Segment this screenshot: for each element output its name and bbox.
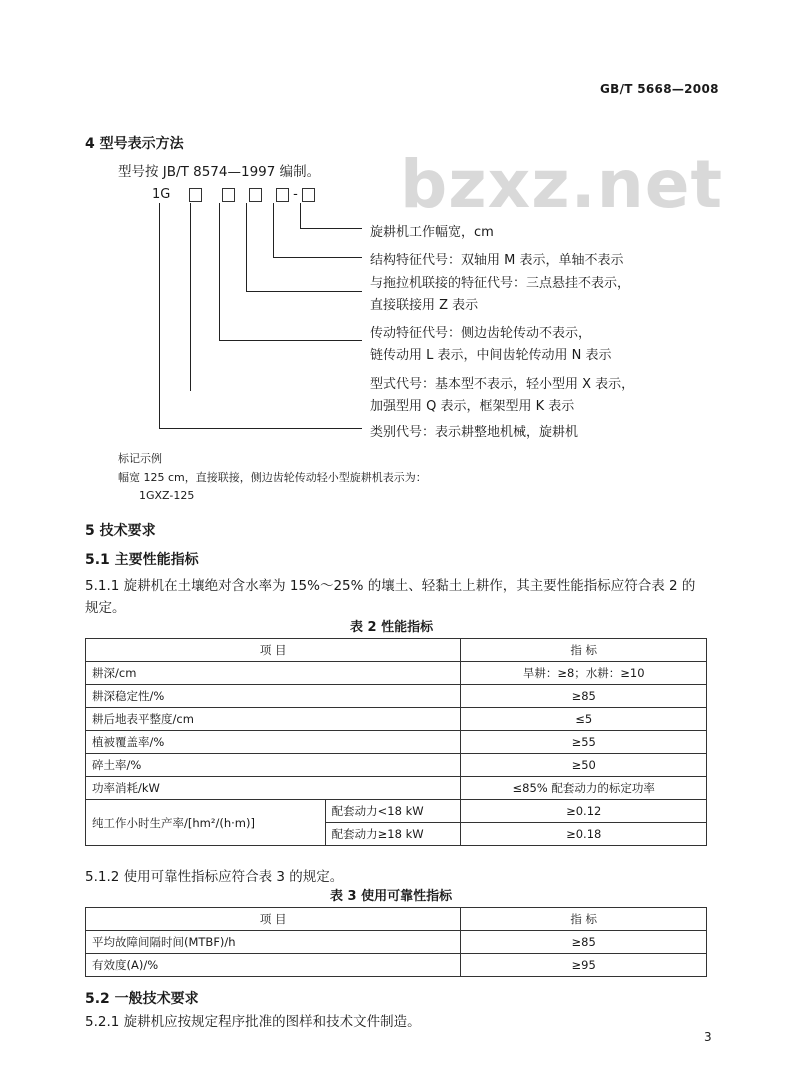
section-5-heading: 5 技术要求 [85,523,156,539]
code-dash: - [293,187,298,202]
table3-value: ≥85 [461,931,707,954]
table2-condition: 配套动力<18 kW [325,800,461,823]
table2-condition: 配套动力≥18 kW [325,823,461,846]
table3-caption: 表 3 使用可靠性指标 [330,889,453,904]
label-drive-1: 传动特征代号：侧边齿轮传动不表示， [370,326,592,341]
table-row [86,931,707,954]
leader-drive-v [219,203,220,341]
watermark: bzxz.net [400,146,724,223]
table2-item: 耕后地表平整度/cm [86,708,461,731]
section-4-intro: 型号按 JB/T 8574—1997 编制。 [118,164,321,180]
code-box-link [249,188,262,202]
table-row [86,662,707,685]
leader-width-v [300,203,301,228]
leader-structure-h [273,257,362,258]
table2-value: ≤5 [461,708,707,731]
code-box-drive [222,188,235,202]
table2-item: 植被覆盖率/% [86,731,461,754]
table-row [86,800,707,823]
leader-drive-h [219,340,362,341]
section-4-heading: 4 型号表示方法 [85,136,184,152]
table2-header-value: 指 标 [461,639,707,662]
table-row [86,731,707,754]
table2-item: 耕深/cm [86,662,461,685]
table2-header-row [86,639,707,662]
table-row [86,685,707,708]
table-row [86,954,707,977]
table2-item: 碎土率/% [86,754,461,777]
table2-value: ≥0.18 [461,823,707,846]
section-5-1-heading: 5.1 主要性能指标 [85,552,199,568]
label-type-2: 加强型用 Q 表示，框架型用 K 表示 [370,399,575,414]
table2-value: ≤85% 配套动力的标定功率 [461,777,707,800]
section-5-2-1: 5.2.1 旋耕机应按规定程序批准的图样和技术文件制造。 [85,1014,421,1030]
leader-link-v [246,203,247,291]
example-title: 标记示例 [118,452,162,465]
page-number: 3 [704,1030,712,1044]
table2-productivity-label: 纯工作小时生产率/[hm²/(h·m)] [86,800,326,846]
table-row [86,777,707,800]
table2-value: 旱耕：≥8；水耕：≥10 [461,662,707,685]
leader-class-v [159,203,160,429]
table3-header-item: 项 目 [86,908,461,931]
example-code: 1GXZ-125 [139,489,195,502]
standard-number: GB/T 5668—2008 [600,82,719,96]
leader-class-h [159,428,362,429]
table2-value: ≥55 [461,731,707,754]
label-link-2: 直接联接用 Z 表示 [370,298,479,313]
model-code [152,187,315,202]
label-link-1: 与拖拉机联接的特征代号：三点悬挂不表示， [370,276,631,291]
table3-item: 平均故障间隔时间(MTBF)/h [86,931,461,954]
section-5-1-1-line1: 5.1.1 旋耕机在土壤绝对含水率为 15%～25% 的壤土、轻黏土上耕作，其主要性能指标应符合表 2 的 [85,578,696,594]
table2-performance [85,638,707,846]
table2-header-item: 项 目 [86,639,461,662]
section-5-1-2: 5.1.2 使用可靠性指标应符合表 3 的规定。 [85,869,344,885]
leader-width-h [300,228,362,229]
leader-link-h [246,291,362,292]
table2-value: ≥0.12 [461,800,707,823]
code-box-type [189,188,202,202]
label-drive-2: 链传动用 L 表示，中间齿轮传动用 N 表示 [370,348,612,363]
label-type-1: 型式代号：基本型不表示，轻小型用 X 表示， [370,377,635,392]
section-5-2-heading: 5.2 一般技术要求 [85,991,199,1007]
label-structure: 结构特征代号：双轴用 M 表示，单轴不表示 [370,253,624,268]
table2-item: 耕深稳定性/% [86,685,461,708]
table-row [86,754,707,777]
table3-header-row [86,908,707,931]
table2-item: 功率消耗/kW [86,777,461,800]
table3-reliability [85,907,707,977]
label-class: 类别代号：表示耕整地机械，旋耕机 [370,425,579,440]
table2-value: ≥50 [461,754,707,777]
leader-type-v [190,203,191,391]
code-prefix: 1G [152,187,171,202]
code-box-structure [276,188,289,202]
code-box-width [302,188,315,202]
table3-item: 有效度(A)/% [86,954,461,977]
section-5-1-1-line2: 规定。 [85,600,126,616]
table2-value: ≥85 [461,685,707,708]
example-text: 幅宽 125 cm，直接联接，侧边齿轮传动轻小型旋耕机表示为： [118,471,427,484]
label-width: 旋耕机工作幅宽，cm [370,225,494,240]
table-row [86,708,707,731]
table3-value: ≥95 [461,954,707,977]
table2-caption: 表 2 性能指标 [350,620,434,635]
table3-header-value: 指 标 [461,908,707,931]
leader-structure-v [273,203,274,258]
